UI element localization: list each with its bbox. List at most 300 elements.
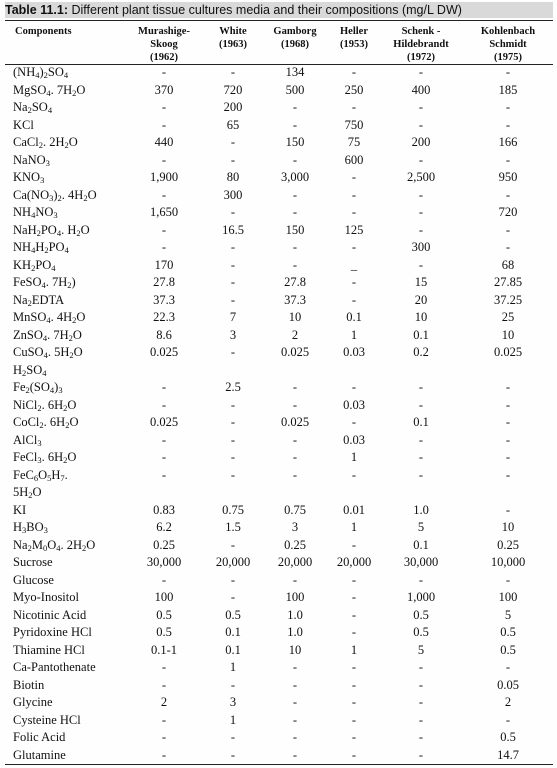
column-header-line: Hildebrandt <box>393 39 449 50</box>
value-cell-ms: 440 <box>154 135 174 149</box>
value-cell-ms: 2 <box>160 695 168 709</box>
table-row <box>5 152 553 170</box>
value-cell-white: - <box>230 677 236 692</box>
component-name: $KNO_3$ <box>13 170 45 185</box>
value-cell-ks: 5 <box>504 607 512 622</box>
value-cell-sh: - <box>418 695 424 709</box>
value-cell-white: 3 <box>229 695 237 709</box>
value-cell-white: - <box>230 152 236 167</box>
component-name: Sucrose <box>13 555 53 569</box>
value-cell-ms: 370 <box>154 82 174 97</box>
value-cell-heller: - <box>351 65 357 79</box>
value-cell-white: 1.5 <box>225 520 241 534</box>
value-cell-gamborg: - <box>292 747 298 762</box>
value-cell-ks: - <box>505 240 511 254</box>
value-cell-sh: 0.1 <box>413 537 429 552</box>
value-cell-ks: 10 <box>501 327 515 342</box>
column-header-sh <box>379 21 463 64</box>
table-row <box>5 484 553 502</box>
value-cell-ks: 0.5 <box>500 730 516 744</box>
value-cell-gamborg <box>261 484 329 502</box>
value-cell-sh: - <box>418 187 424 202</box>
column-header-line: White <box>219 26 247 37</box>
value-cell-sh: 1.0 <box>413 502 429 517</box>
table-row <box>5 397 553 415</box>
table-row <box>5 712 553 730</box>
value-cell-ks: - <box>505 117 511 132</box>
value-cell-ms: 22.3 <box>153 310 175 324</box>
value-cell-ms: 1,650 <box>149 205 179 219</box>
value-cell-ms: - <box>161 712 167 727</box>
value-cell-white: - <box>230 590 236 604</box>
value-cell-sh: - <box>418 432 424 447</box>
component-name: Folic Acid <box>13 730 66 744</box>
value-cell-white: 300 <box>223 187 243 202</box>
column-header-line: Components <box>15 26 72 37</box>
value-cell-sh: - <box>418 660 424 674</box>
component-name: $KH_2PO_4$ <box>13 257 56 273</box>
value-cell-white <box>205 362 261 380</box>
table-header <box>5 21 553 64</box>
value-cell-white: 65 <box>226 117 240 132</box>
table-row <box>5 677 553 695</box>
value-cell-ks: - <box>505 467 511 482</box>
value-cell-ms: - <box>161 467 167 482</box>
table-row <box>5 134 553 152</box>
component-name: FeCl$_3$. $6H_2O$ <box>13 450 77 465</box>
table-row <box>5 82 553 100</box>
table-row <box>5 502 553 520</box>
value-cell-ms: 0.5 <box>156 625 172 639</box>
value-cell-ks: 0.25 <box>497 537 519 552</box>
table-row <box>5 257 553 275</box>
value-cell-ms: - <box>161 677 167 692</box>
value-cell-sh: 1,000 <box>406 590 436 604</box>
value-cell-white: - <box>230 572 236 587</box>
value-cell-white: 2.5 <box>225 380 241 394</box>
value-cell-ks: 720 <box>498 205 518 219</box>
value-cell-ms <box>123 484 205 502</box>
table-caption-text: Different plant tissue cultures media and their compositions (mg/L DW) <box>68 3 462 17</box>
component-name: Glutamine <box>13 747 66 762</box>
value-cell-white: - <box>230 135 236 149</box>
value-cell-white: - <box>230 432 236 447</box>
value-cell-heller: _ <box>350 257 358 272</box>
value-cell-gamborg: - <box>292 467 298 482</box>
value-cell-heller: - <box>351 625 357 639</box>
value-cell-gamborg: - <box>292 380 298 394</box>
value-cell-ks: 950 <box>498 170 518 184</box>
value-cell-white: - <box>230 397 236 412</box>
table-row <box>5 292 553 310</box>
column-header-line: Schenk - <box>401 26 441 37</box>
table-row <box>5 642 553 660</box>
column-header-line: (1953) <box>340 39 368 50</box>
value-cell-gamborg: 37.3 <box>284 292 306 307</box>
value-cell-sh: 15 <box>414 275 428 289</box>
value-cell-ms: 0.025 <box>149 415 179 429</box>
value-cell-gamborg: - <box>292 100 298 114</box>
value-cell-heller: - <box>351 712 357 727</box>
value-cell-heller: - <box>351 747 357 762</box>
value-cell-sh: - <box>418 450 424 464</box>
value-cell-heller: - <box>351 415 357 429</box>
component-name: Glycine <box>13 695 53 709</box>
value-cell-ks <box>463 362 553 380</box>
value-cell-white: - <box>230 275 236 289</box>
value-cell-heller: - <box>351 100 357 114</box>
value-cell-heller: 0.01 <box>343 502 365 517</box>
value-cell-ks: - <box>505 100 511 114</box>
component-name: $FeC_6O_5H_7$. <box>13 467 68 483</box>
table-row <box>5 747 553 765</box>
value-cell-ms: - <box>161 187 167 202</box>
table-row <box>5 204 553 222</box>
table-row <box>5 99 553 117</box>
value-cell-sh: 200 <box>411 135 431 149</box>
value-cell-gamborg: - <box>292 187 298 202</box>
component-name: $H_2SO_4$ <box>13 362 47 378</box>
component-name: $Na_2SO_4$ <box>13 100 53 115</box>
header-rule <box>5 64 553 65</box>
component-name: Glucose <box>13 572 54 587</box>
value-cell-ks: 166 <box>498 135 518 149</box>
value-cell-heller: - <box>351 572 357 587</box>
value-cell-ms: 27.8 <box>153 275 175 289</box>
value-cell-ks: 10,000 <box>490 555 526 569</box>
value-cell-gamborg: - <box>292 730 298 744</box>
value-cell-gamborg <box>261 362 329 380</box>
component-name: $NH_4H_2PO_4$ <box>13 240 69 255</box>
value-cell-ms: 6.2 <box>156 520 172 534</box>
column-header-line: Murashige- <box>138 26 190 37</box>
value-cell-heller: 0.1 <box>346 310 362 324</box>
component-name: CoCl$_2$. $6H_2O$ <box>13 415 79 430</box>
value-cell-white: 3 <box>229 327 237 342</box>
value-cell-ms: 0.83 <box>153 502 175 517</box>
value-cell-heller: 1 <box>350 450 358 464</box>
table-row <box>5 659 553 677</box>
value-cell-heller: - <box>351 205 357 219</box>
table-row <box>5 537 553 555</box>
value-cell-ms: - <box>161 432 167 447</box>
value-cell-heller <box>329 362 379 380</box>
component-name: $NH_4NO_3$ <box>13 205 58 220</box>
component-name: NiCl$_2$. $6H_2O$ <box>13 397 77 413</box>
value-cell-ks: 14.7 <box>497 747 519 762</box>
table-row <box>5 729 553 747</box>
value-cell-gamborg: 150 <box>285 135 305 149</box>
value-cell-heller: - <box>351 467 357 482</box>
value-cell-gamborg: - <box>292 117 298 132</box>
value-cell-sh: 5 <box>417 642 425 657</box>
value-cell-gamborg: 150 <box>285 222 305 237</box>
value-cell-white: - <box>230 730 236 744</box>
column-header-heller <box>329 21 379 64</box>
table-row <box>5 554 553 572</box>
value-cell-ms: - <box>161 152 167 167</box>
value-cell-ms: - <box>161 117 167 132</box>
table-row <box>5 222 553 240</box>
value-cell-ks: 37.25 <box>493 292 523 307</box>
column-header-line: (1962) <box>150 52 178 63</box>
table-row <box>5 362 553 380</box>
value-cell-sh: - <box>418 747 424 762</box>
value-cell-ms: - <box>161 572 167 587</box>
table-row <box>5 169 553 187</box>
value-cell-ms <box>123 362 205 380</box>
value-cell-gamborg: - <box>292 257 298 272</box>
component-name: $Na_2M_0O_4$. $2H_2O$ <box>13 537 96 553</box>
value-cell-heller: - <box>351 380 357 394</box>
value-cell-ms: 1,900 <box>149 170 179 184</box>
value-cell-heller: 1 <box>350 520 358 534</box>
value-cell-ms: 0.25 <box>153 537 175 552</box>
value-cell-ks: - <box>505 450 511 464</box>
value-cell-ks: 10 <box>501 520 515 534</box>
table-row <box>5 187 553 205</box>
value-cell-ks: - <box>505 65 511 79</box>
table-row <box>5 64 553 82</box>
value-cell-white: - <box>230 747 236 762</box>
component-name: CuSO$_4$. $5H_2O$ <box>13 345 83 360</box>
value-cell-gamborg: 100 <box>285 590 305 604</box>
table-row <box>5 327 553 345</box>
value-cell-ms: 30,000 <box>146 555 182 569</box>
value-cell-ks: - <box>505 187 511 202</box>
value-cell-white: 80 <box>226 170 240 184</box>
value-cell-sh: - <box>418 205 424 219</box>
table-row <box>5 432 553 450</box>
value-cell-gamborg: 1.0 <box>287 607 303 622</box>
table-row <box>5 467 553 485</box>
table-row <box>5 274 553 292</box>
value-cell-heller: 0.03 <box>343 397 365 412</box>
value-cell-gamborg: - <box>292 572 298 587</box>
value-cell-sh: - <box>418 380 424 394</box>
value-cell-white <box>205 484 261 502</box>
component-name: Pyridoxine HCl <box>13 625 92 639</box>
value-cell-white: - <box>230 450 236 464</box>
value-cell-sh <box>379 484 463 502</box>
component-name: Thiamine HCl <box>13 642 85 657</box>
value-cell-ks: - <box>505 415 511 429</box>
value-cell-heller: - <box>351 695 357 709</box>
column-header-components <box>5 21 123 64</box>
value-cell-sh: 400 <box>411 82 431 97</box>
column-header-line: Schmidt <box>489 39 527 50</box>
value-cell-sh: - <box>418 100 424 114</box>
value-cell-gamborg: - <box>292 660 298 674</box>
value-cell-sh: - <box>418 467 424 482</box>
component-name: MnSO$_4$. $4H_2O$ <box>13 310 86 325</box>
component-name: Ca-Pantothenate <box>13 660 96 674</box>
value-cell-heller: 0.03 <box>343 345 365 359</box>
value-cell-white: 16.5 <box>222 222 244 237</box>
component-name: CaCl$_2$. $2H_2O$ <box>13 135 78 150</box>
value-cell-ms: - <box>161 380 167 394</box>
column-header-line: Skoog <box>150 39 178 50</box>
value-cell-sh: - <box>418 117 424 132</box>
value-cell-white: 1 <box>229 712 237 727</box>
component-name: Nicotinic Acid <box>13 607 87 622</box>
component-name: Myo-Inositol <box>13 590 79 604</box>
value-cell-heller: 250 <box>344 82 364 97</box>
column-header-line: (1968) <box>281 39 309 50</box>
table-row <box>5 572 553 590</box>
value-cell-sh: 20 <box>414 292 428 307</box>
value-cell-ms: 0.1-1 <box>150 642 178 657</box>
value-cell-ks: - <box>505 380 511 394</box>
value-cell-heller: 125 <box>344 222 364 237</box>
value-cell-gamborg: 0.025 <box>280 415 310 429</box>
table-row <box>5 239 553 257</box>
value-cell-gamborg: - <box>292 152 298 167</box>
value-cell-gamborg: - <box>292 712 298 727</box>
value-cell-sh: - <box>418 257 424 272</box>
column-header-line: (1975) <box>494 52 522 63</box>
value-cell-heller: - <box>351 677 357 692</box>
value-cell-heller: 1 <box>350 642 358 657</box>
value-cell-sh: 2,500 <box>406 170 436 184</box>
value-cell-white: - <box>230 240 236 254</box>
component-name: $5H_2O$ <box>13 485 42 500</box>
value-cell-heller: - <box>351 240 357 254</box>
value-cell-white: 0.5 <box>225 607 241 622</box>
table-row <box>5 449 553 467</box>
value-cell-sh: 10 <box>414 310 428 324</box>
value-cell-ks: 0.05 <box>497 677 519 692</box>
table-row <box>5 624 553 642</box>
bottom-rule <box>5 764 553 765</box>
value-cell-ks: - <box>505 222 511 237</box>
component-name: NaNO$_3$ <box>13 152 50 168</box>
value-cell-sh: - <box>418 152 424 167</box>
table-row <box>5 414 553 432</box>
value-cell-sh: 5 <box>417 520 425 534</box>
value-cell-gamborg: - <box>292 397 298 412</box>
column-header-line: Gamborg <box>273 26 317 37</box>
column-header-gamborg <box>261 21 329 64</box>
value-cell-ms: - <box>161 397 167 412</box>
value-cell-ms: - <box>161 100 167 114</box>
value-cell-ks: 2 <box>504 695 512 709</box>
table-row <box>5 379 553 397</box>
value-cell-gamborg: 27.8 <box>284 275 306 289</box>
value-cell-white: - <box>230 537 236 552</box>
value-cell-white: 0.75 <box>222 502 244 517</box>
value-cell-ms: - <box>161 222 167 237</box>
value-cell-ms: - <box>161 65 167 79</box>
value-cell-ms: - <box>161 730 167 744</box>
table-caption <box>5 2 553 18</box>
value-cell-ms: - <box>161 240 167 254</box>
value-cell-ms: 8.6 <box>156 327 172 342</box>
column-header-line: (1963) <box>219 39 247 50</box>
table-row <box>5 519 553 537</box>
value-cell-ks: 185 <box>498 82 518 97</box>
value-cell-sh: 0.5 <box>413 607 429 622</box>
value-cell-gamborg: 2 <box>291 327 299 342</box>
value-cell-heller: 20,000 <box>336 555 372 569</box>
value-cell-sh <box>379 362 463 380</box>
value-cell-sh: - <box>418 677 424 692</box>
value-cell-ms: - <box>161 660 167 674</box>
value-cell-ks <box>463 484 553 502</box>
value-cell-gamborg: 3,000 <box>280 170 310 184</box>
component-name: FeSO$_4$. $7H_2$) <box>13 275 76 290</box>
value-cell-ks: 68 <box>501 257 515 272</box>
column-header-line: Heller <box>340 26 368 37</box>
component-name: MgSO$_4$. $7H_2O$ <box>13 82 86 98</box>
component-name: $Ca(NO_3)_2$. $4H_2O$ <box>13 187 97 203</box>
media-composition-table <box>5 21 553 764</box>
value-cell-ks: - <box>505 660 511 674</box>
value-cell-sh: - <box>418 397 424 412</box>
header-row <box>5 21 553 64</box>
value-cell-sh: - <box>418 65 424 79</box>
column-header-ks <box>463 21 553 64</box>
value-cell-gamborg: 500 <box>285 82 305 97</box>
value-cell-sh: 0.2 <box>413 345 429 359</box>
value-cell-ks: 0.5 <box>500 625 516 639</box>
value-cell-sh: 300 <box>411 240 431 254</box>
value-cell-white: - <box>230 292 236 307</box>
value-cell-ks: - <box>505 712 511 727</box>
value-cell-ms: 170 <box>154 257 174 272</box>
value-cell-gamborg: - <box>292 695 298 709</box>
table-caption-label: Table 11.1: <box>5 3 68 17</box>
value-cell-white: 7 <box>229 310 237 324</box>
value-cell-heller: - <box>351 170 357 184</box>
value-cell-gamborg: 0.25 <box>284 537 306 552</box>
value-cell-heller: - <box>351 590 357 604</box>
value-cell-gamborg: 20,000 <box>277 555 313 569</box>
value-cell-sh: 0.1 <box>413 415 429 429</box>
value-cell-white: - <box>230 345 236 359</box>
value-cell-gamborg: 1.0 <box>287 625 303 639</box>
table-body <box>5 64 553 764</box>
value-cell-white: - <box>230 205 236 219</box>
component-name: KCl <box>13 117 34 132</box>
value-cell-heller: 750 <box>344 117 364 132</box>
table-row <box>5 309 553 327</box>
component-name: KI <box>13 502 27 517</box>
value-cell-white: 200 <box>223 100 243 114</box>
value-cell-heller: 1 <box>350 327 358 342</box>
value-cell-heller: 75 <box>347 135 361 149</box>
value-cell-white: 0.1 <box>225 625 241 639</box>
value-cell-gamborg: - <box>292 432 298 447</box>
column-header-ms <box>123 21 205 64</box>
value-cell-gamborg: 10 <box>288 310 302 324</box>
value-cell-ks: - <box>505 572 511 587</box>
component-name: $(NH_4)_2SO_4$ <box>13 65 69 80</box>
value-cell-white: 1 <box>229 660 237 674</box>
value-cell-white: - <box>230 415 236 429</box>
value-cell-heller: 600 <box>344 152 364 167</box>
value-cell-ks: 100 <box>498 590 518 604</box>
value-cell-gamborg: - <box>292 205 298 219</box>
value-cell-gamborg: 3 <box>291 520 299 534</box>
value-cell-heller: - <box>351 275 357 289</box>
value-cell-ms: 37.3 <box>153 292 175 307</box>
value-cell-white: 20,000 <box>215 555 251 569</box>
table-row <box>5 607 553 625</box>
value-cell-gamborg: - <box>292 677 298 692</box>
value-cell-sh: - <box>418 222 424 237</box>
value-cell-sh: 0.5 <box>413 625 429 639</box>
